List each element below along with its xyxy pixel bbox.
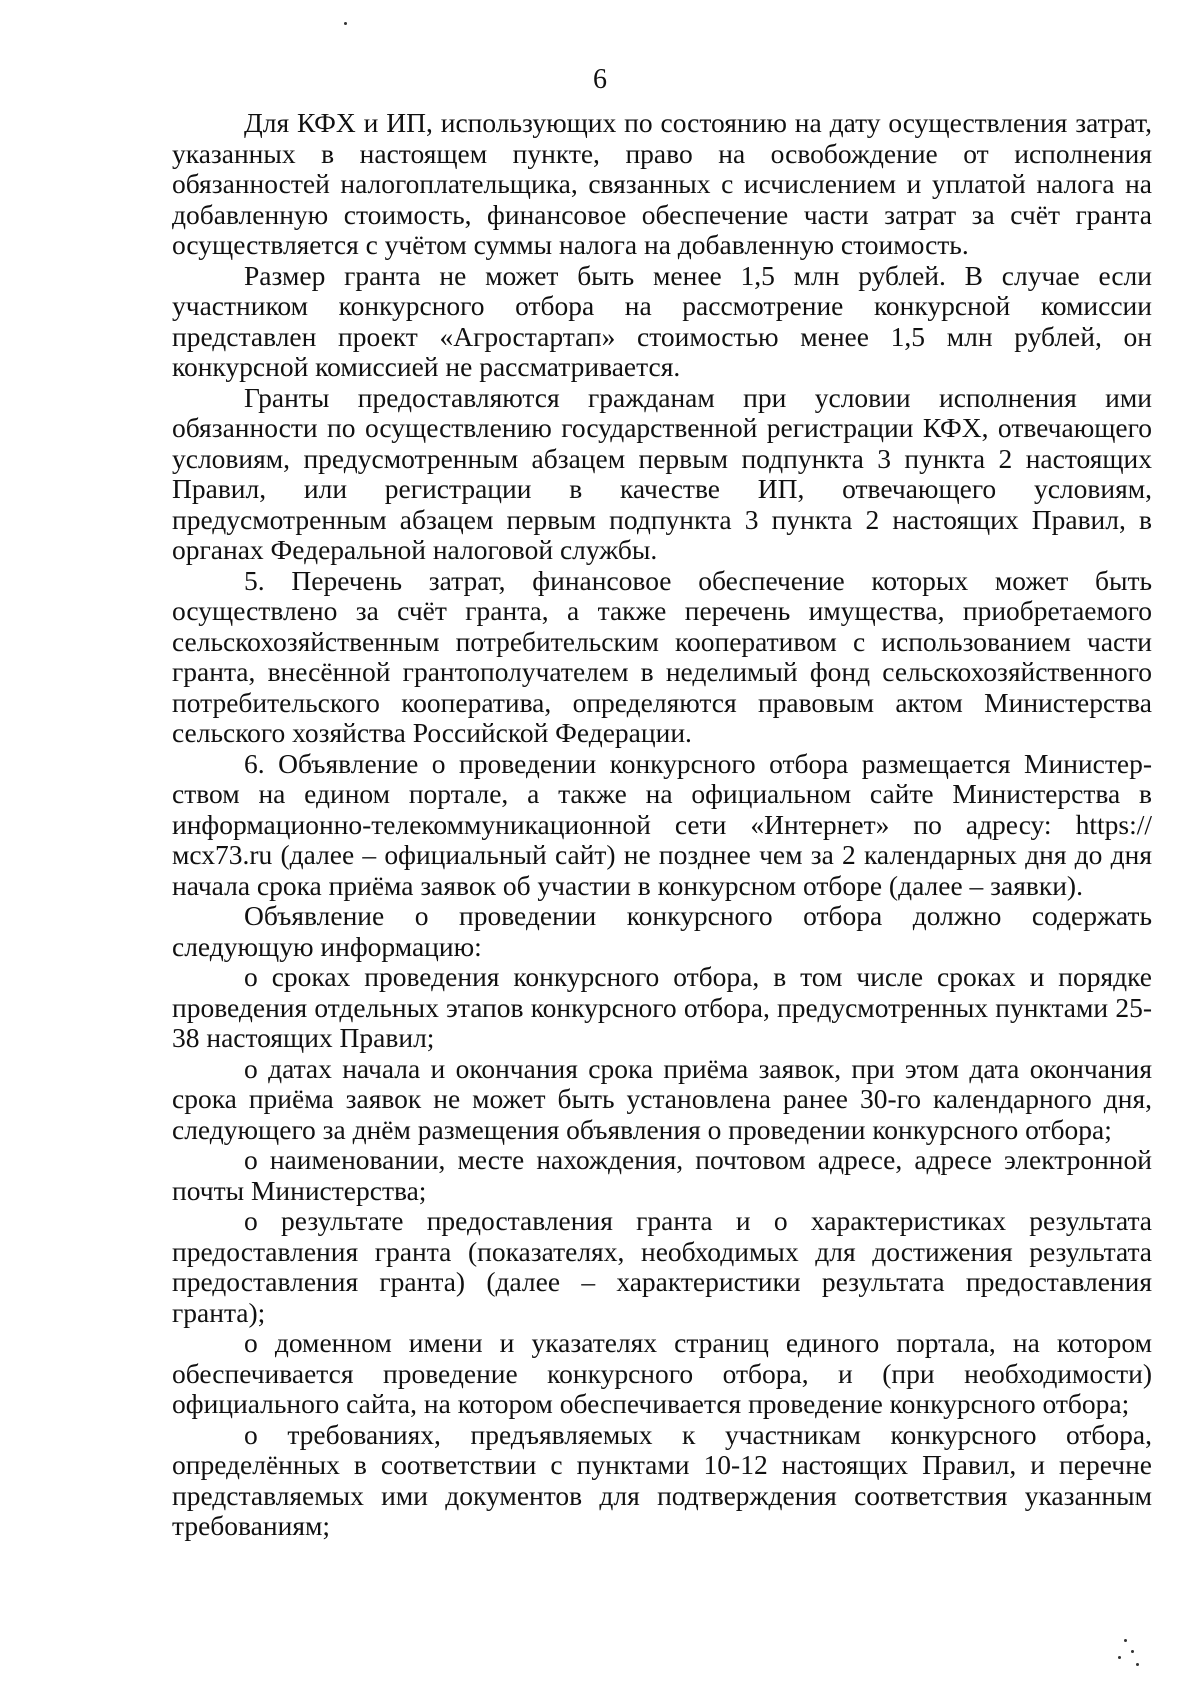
paragraph-timing: о сроках проведения конкурсного отбора, в том числе сроках и порядке проведения отдельных этапов конкурсного отбора, предусмотренных пунктами 25-38 настоящих Правил; — [172, 961, 1152, 1053]
scan-speck — [344, 22, 347, 25]
paragraph-contacts: о наименовании, месте нахождения, почтовом адресе, адресе электронной почты Министерства; — [172, 1144, 1152, 1206]
paragraph-item-5: 5. Перечень затрат, финансовое обеспечение которых может быть осуществлено за счёт гранта, а также перечень имущества, приобретаемого сельскохозяйственным потребительским кооперативом с использованием части гранта, внесённой грантополучателем в неделимый фонд сельскохозяйственного потребительского кооператива, определяются правовым актом Министерства сельского хозяйства Российской Федерации. — [172, 564, 1152, 748]
scan-speck — [1131, 1650, 1134, 1653]
paragraph-dates: о датах начала и окончания срока приёма заявок, при этом дата окончания срока приёма заявок не может быть установлена ранее 30-го календарного дня, следующего за днём размещения объявления о проведении конкурсного отбора; — [172, 1052, 1152, 1145]
paragraph-result: о результате предоставления гранта и о характеристиках результата предоставления гранта (показателях, необходимых для достижения результата предоставления гранта) (далее – характеристики результата предоставления гранта); — [172, 1205, 1152, 1328]
paragraph-grants-provided: Гранты предоставляются гражданам при условии исполнения ими обязанности по осуществлению государственной регистрации КФХ, отвечающего условиям, предусмотренным абзацем первым подпункта 3 пункта 2 настоящих Правил, или регистрации в качестве ИП, отвечающего условиям, предусмотренным абзацем первым подпункта 3 пункта 2 настоящих Правил, в органах Федеральной налоговой службы. — [172, 381, 1152, 565]
scan-speck — [1118, 1656, 1121, 1659]
page-number: 6 — [593, 64, 607, 95]
paragraph-domain: о доменном имени и указателях страниц единого портала, на котором обеспечивается проведение конкурсного отбора, и (при необходимости) официального сайта, на котором обеспечивается проведение конкурсного отбора; — [172, 1327, 1152, 1419]
scan-speck — [1124, 1639, 1127, 1642]
paragraph-vat: Для КФХ и ИП, использующих по состоянию на дату осуществления затрат, указанных в настоящем пункте, право на освобождение от исполнения обязанностей налогоплательщика, связанных с исчислением и уплатой налога на добавленную стоимость, финансовое обеспечение части затрат за счёт гранта осуществляется с учётом суммы налога на добавленную стоимость. — [172, 107, 1152, 260]
paragraph-grant-size: Размер гранта не может быть менее 1,5 млн рублей. В случае если участником конкурсного отбора на рассмотрение конкурсной комиссии представлен проект «Агростартап» стоимостью менее 1,5 млн рублей, он конкурсной комиссией не рассматривается. — [172, 259, 1152, 382]
paragraph-item-6: 6. Объявление о проведении конкурсного отбора размещается Министерством на едином портале, а также на официальном сайте Министерства в информационно-телекоммуникационной сети «Интернет» по адресу: https://мсх73.ru (далее – официальный сайт) не позднее чем за 2 календарных дня до дня начала срока приёма заявок об участии в конкурсном отборе (далее – заявки). — [172, 747, 1152, 901]
document-body — [172, 108, 1152, 1542]
scan-speck — [1136, 1663, 1139, 1666]
paragraph-requirements: о требованиях, предъявляемых к участникам конкурсного отбора, определённых в соответствии с пунктами 10-12 настоящих Правил, и перечне представляемых ими документов для подтверждения соответствия указанным требованиям; — [172, 1418, 1152, 1541]
paragraph-announcement-content: Объявление о проведении конкурсного отбора должно содержать следующую информацию: — [172, 900, 1152, 962]
